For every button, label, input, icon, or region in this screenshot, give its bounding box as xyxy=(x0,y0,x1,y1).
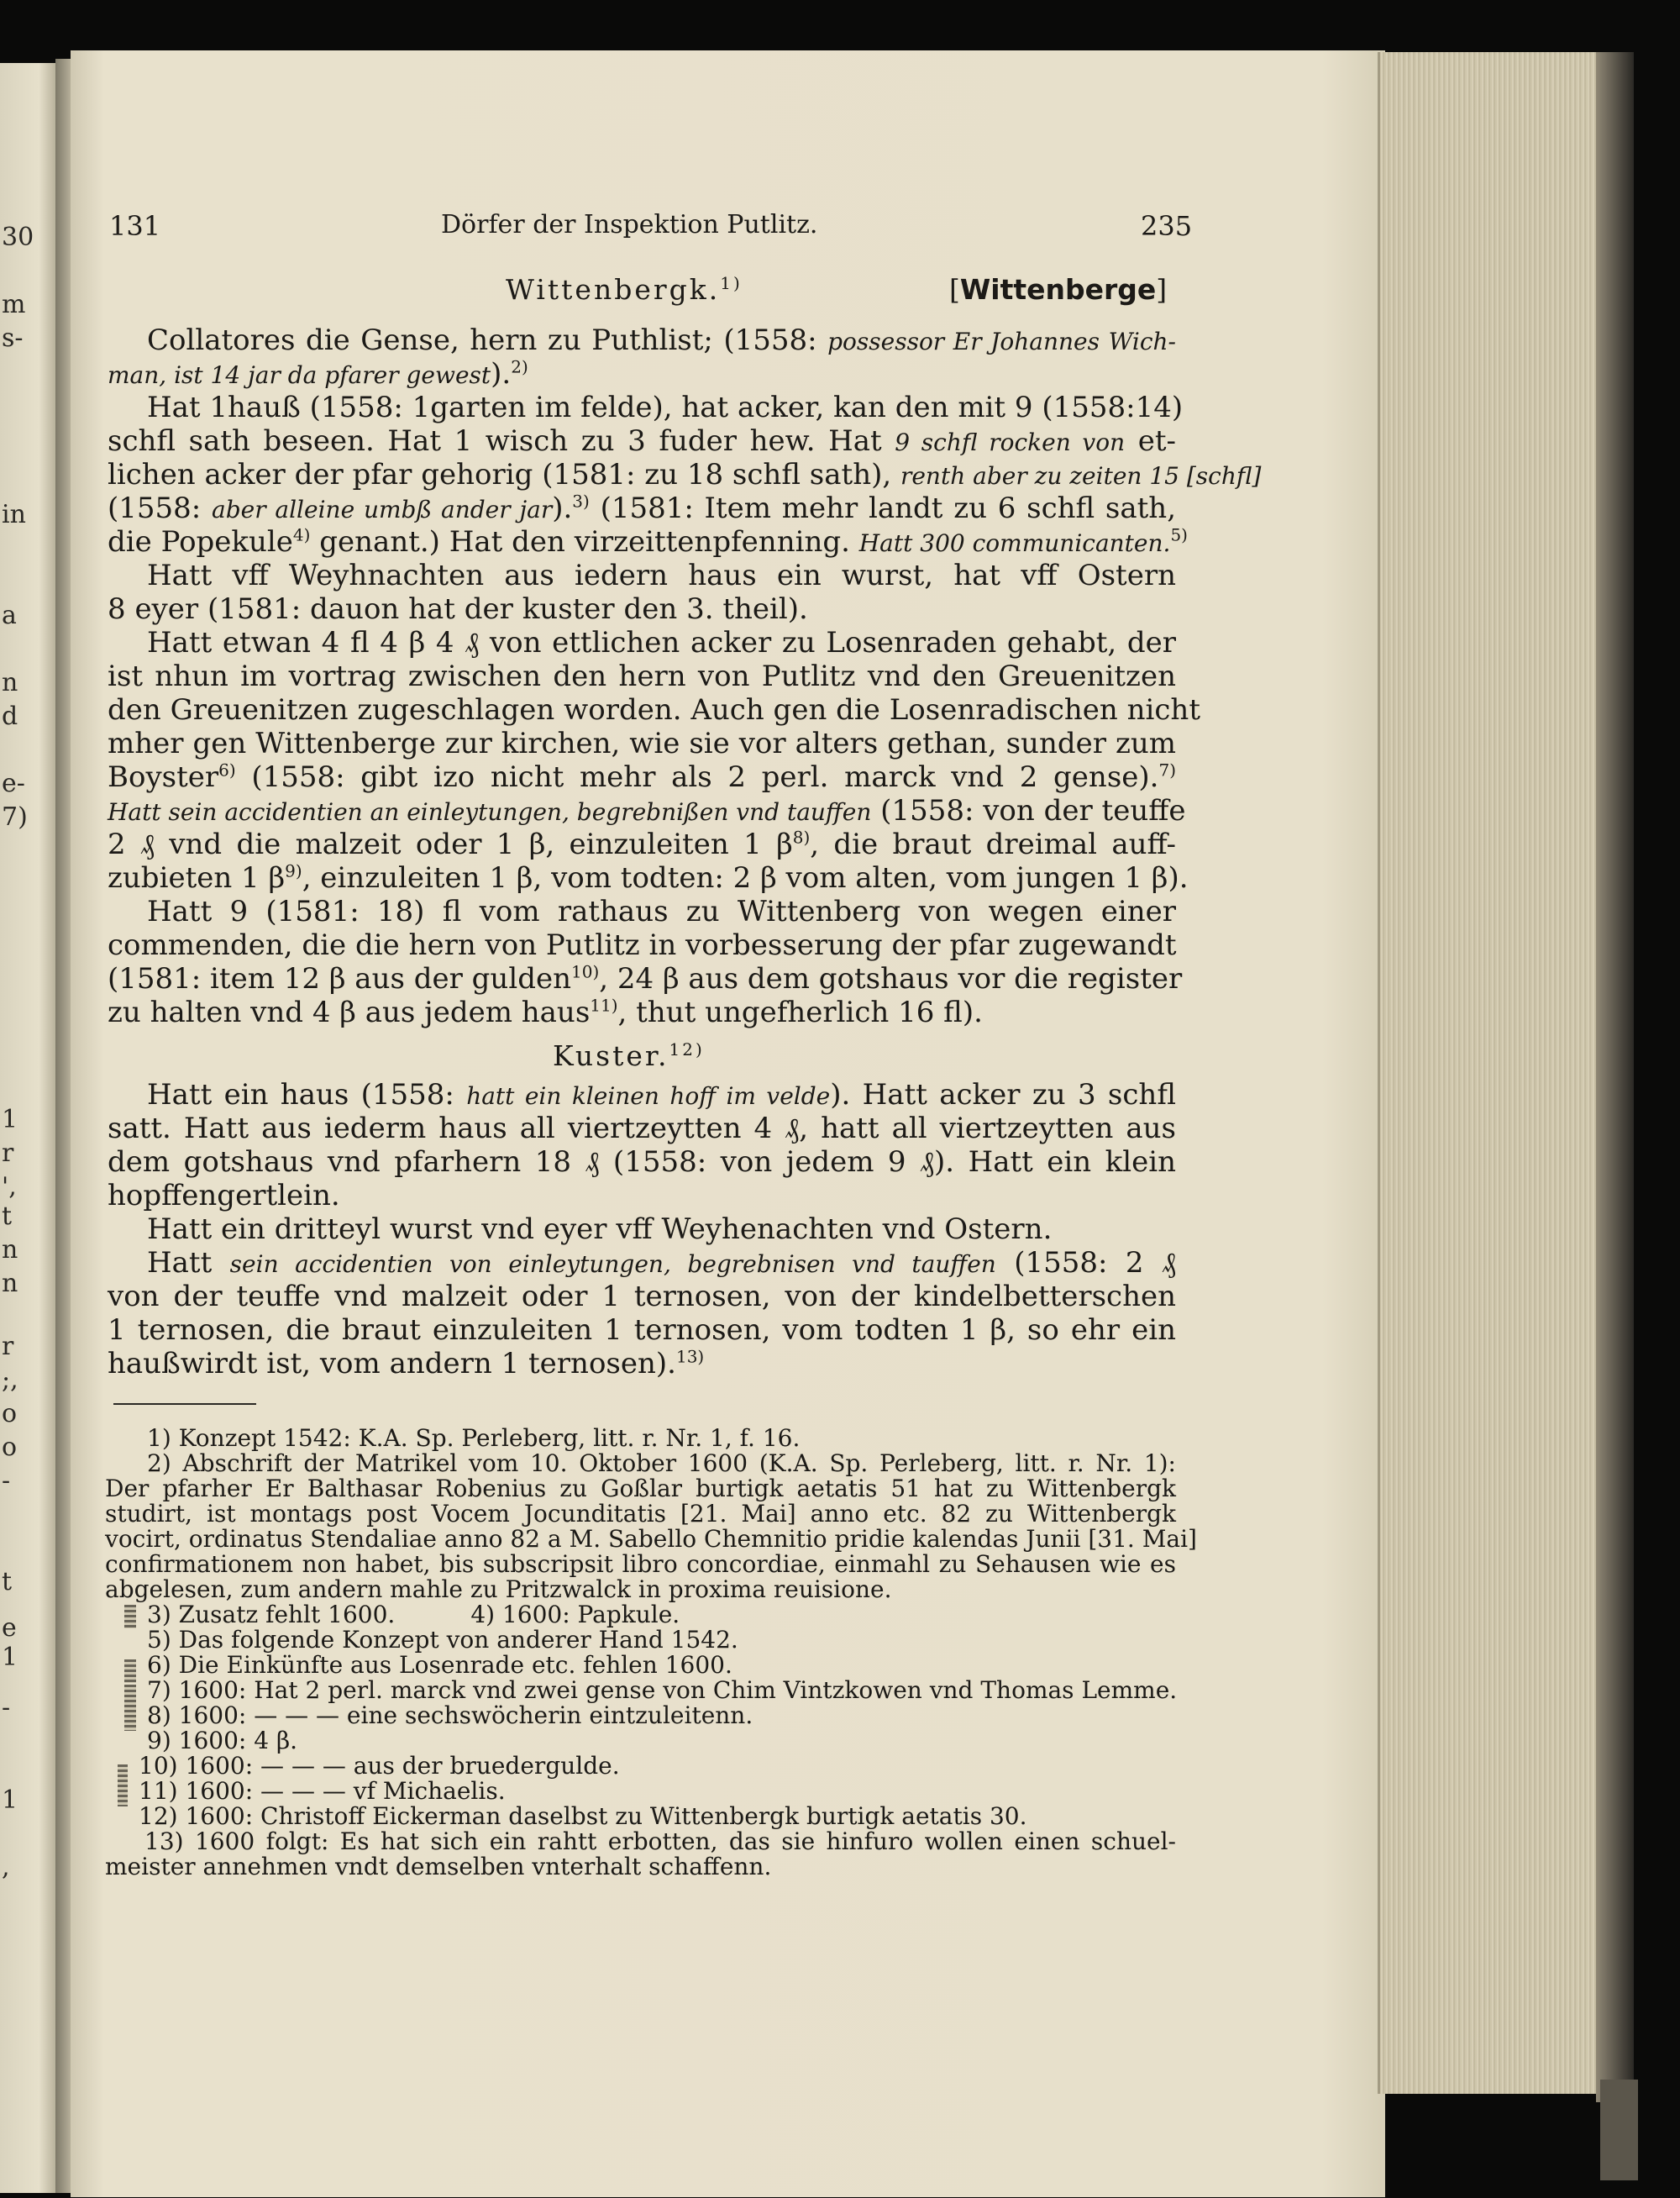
edge-text: - xyxy=(2,1466,11,1496)
edge-text: s- xyxy=(2,323,24,353)
edge-text: 1 xyxy=(2,1643,18,1672)
text-line: Hatt 9 (1581: 18) fl vom rathaus zu Wittenberg von wegen einer xyxy=(147,895,1176,928)
edge-text: in xyxy=(2,500,26,529)
text-line: schfl sath beseen. Hat 1 wisch zu 3 fuder hew. Hat 9 schfl rocken von et- xyxy=(108,424,1176,458)
footnote: 1) Konzept 1542: K.A. Sp. Perleberg, litt. r. Nr. 1, f. 16. xyxy=(147,1424,801,1452)
text-line: 2 ₰ vnd die malzeit oder 1 β, einzuleiten 1 $\beta^{8)}$, die braut dreimal auff- xyxy=(108,827,1176,861)
text-line: zubieten 1 $\beta^{9)}$, einzuleiten 1 β, vom todten: 2 β vom alten, vom jungen 1 β). xyxy=(108,860,1189,895)
footnote-line: meister annehmen vndt demselben vnterhalt schaffenn. xyxy=(105,1853,772,1880)
section-title: Kuster. xyxy=(553,1039,669,1072)
book-cover xyxy=(1600,2080,1638,2180)
edge-text: t xyxy=(2,1567,13,1596)
text-line: (1558: aber alleine umbß ander jar).$^{3)}$ (1581: Item mehr landt zu 6 schfl sath, xyxy=(108,491,1177,525)
margin-smudge xyxy=(118,1764,128,1806)
footnote-rule xyxy=(113,1403,256,1405)
text-line: lichen acker der pfar gehorig (1581: zu 18 schfl sath), renth aber zu zeiten 15 [schfl] xyxy=(108,458,1262,492)
footnote-line: abgelesen, zum andern mahle zu Pritzwalck in proxima reuisione. xyxy=(105,1575,892,1603)
margin-smudge xyxy=(124,1605,136,1628)
text-line: haußwirdt ist, vom andern 1 ternosen).$^{13)}$ xyxy=(108,1346,705,1380)
text-line: hopffengertlein. xyxy=(108,1179,340,1212)
edge-text: e xyxy=(2,1613,17,1643)
text-line: mher gen Wittenberge zur kirchen, wie sie vor alters gethan, sunder zum xyxy=(108,727,1176,760)
page-number: 235 xyxy=(1141,210,1193,242)
footnote: 9) 1600: 4 β. xyxy=(147,1727,298,1754)
section-title: Wittenbergk. xyxy=(506,273,721,306)
edge-text: n xyxy=(2,668,18,697)
text-line: Hatt sein accidentien von einleytungen, begrebnisen vnd tauffen (1558: 2 ₰ xyxy=(147,1246,1176,1280)
footnote: 7) 1600: Hat 2 perl. marck vnd zwei gense von Chim Vintzkowen vnd Thomas Lemme. xyxy=(147,1676,1178,1704)
text-line: man, ist 14 jar da pfarer gewest).$^{2)}$ xyxy=(108,356,528,391)
text-line: commenden, die die hern von Putlitz in vorbesserung der pfar zugewandt xyxy=(108,928,1177,962)
text-line: zu halten vnd 4 β aus jedem haus$^{11)}$, thut ungefherlich 16 fl). xyxy=(108,995,983,1029)
edge-text: ;, xyxy=(2,1365,18,1395)
edge-text: o xyxy=(2,1399,18,1428)
footnote: 2) Abschrift der Matrikel vom 10. Oktober 1600 (K.A. Sp. Perleberg, litt. r. Nr. 1): xyxy=(147,1449,1176,1477)
cover-shadow xyxy=(1596,52,1634,2102)
edge-text: 30 xyxy=(2,223,34,252)
footnote: 5) Das folgende Konzept von anderer Hand 1542. xyxy=(147,1626,738,1654)
footnote: 11) 1600: — — — vf Michaelis. xyxy=(139,1777,506,1805)
edge-text: n xyxy=(2,1269,18,1298)
page-block-edges xyxy=(1378,52,1605,2094)
section-heading xyxy=(553,1039,705,1072)
footnote: 6) Die Einkünfte aus Losenrade etc. fehlen 1600. xyxy=(147,1651,732,1679)
edge-text: r xyxy=(2,1138,14,1168)
text-line: Hatt sein accidentien an einleytungen, begrebnißen vnd tauffen (1558: von der teuffe xyxy=(108,794,1186,828)
margin-smudge xyxy=(124,1685,136,1731)
previous-page-edge xyxy=(0,63,55,2193)
text-line: die Popekule$^{4)}$ genant.) Hat den virzeittenpfenning. Hatt 300 communicanten.$^{5)}$ xyxy=(108,524,1188,559)
edge-text: d xyxy=(2,702,18,731)
footnote: 8) 1600: — — — eine sechswöcherin eintzuleitenn. xyxy=(147,1701,753,1729)
footnote-line: Der pfarher Er Balthasar Robenius zu Goßlar burtigk aetatis 51 hat zu Wittenbergk xyxy=(105,1475,1176,1502)
edge-text: r xyxy=(2,1332,14,1361)
text-line: Hatt ein dritteyl wurst vnd eyer vff Weyhenachten vnd Ostern. xyxy=(147,1212,1053,1246)
modern-name: Wittenberge xyxy=(959,273,1157,306)
text-line: dem gotshaus vnd pfarhern 18 ₰ (1558: von jedem 9 ₰). Hatt ein klein xyxy=(108,1145,1176,1179)
margin-smudge xyxy=(124,1659,136,1683)
text-line: Hatt ein haus (1558: hatt ein kleinen hoff im velde). Hatt acker zu 3 schfl xyxy=(147,1078,1176,1112)
edge-text: , xyxy=(2,1853,10,1882)
footnote: 12) 1600: Christoff Eickerman daselbst zu Wittenbergk burtigk aetatis 30. xyxy=(139,1802,1027,1830)
text-line: Boyster$^{6)}$ (1558: gibt izo nicht mehr als 2 perl. marck vnd 2 gense).$^{7)}$ xyxy=(108,760,1176,794)
text-line: von der teuffe vnd malzeit oder 1 ternosen, von der kindelbetterschen xyxy=(108,1280,1176,1313)
text-line: (1581: item 12 β aus der gulden$^{10)}$, 24 β aus dem gotshaus vor die register xyxy=(108,961,1183,996)
edge-text: ', xyxy=(2,1172,17,1202)
text-line: 8 eyer (1581: dauon hat der kuster den 3. theil). xyxy=(108,592,808,626)
text-line: Collatores die Gense, hern zu Puthlist; (1558: possessor Er Johannes Wich- xyxy=(147,323,1176,357)
modern-place-name: [Wittenberge] xyxy=(949,273,1168,306)
footnote-line: confirmationem non habet, bis subscripsit libro concordiae, einmahl zu Sehausen wie es xyxy=(105,1550,1176,1578)
edge-text: - xyxy=(2,1693,11,1722)
footnote-line: studirt, ist montags post Vocem Jocunditatis [21. Mai] anno etc. 82 zu Wittenbergk xyxy=(105,1500,1176,1528)
edge-text: 7) xyxy=(2,802,28,832)
text-line: den Greuenitzen zugeschlagen worden. Auch gen die Losenradischen nicht xyxy=(108,693,1200,727)
edge-text: t xyxy=(2,1202,13,1231)
edge-text: e- xyxy=(2,769,25,798)
note-ref: 12) xyxy=(669,1039,705,1060)
section-heading xyxy=(506,273,743,306)
book-gutter xyxy=(55,59,72,2193)
footnote-pair: 3) Zusatz fehlt 1600. 4) 1600: Papkule. xyxy=(147,1601,680,1628)
edge-text: 1 xyxy=(2,1105,18,1134)
edge-text: 1 xyxy=(2,1785,18,1815)
running-title: Dörfer der Inspektion Putlitz. xyxy=(441,210,818,239)
footnote-line: vocirt, ordinatus Stendaliae anno 82 a M. Sabello Chemnitio pridie kalendas Junii [31. Mai] xyxy=(105,1525,1197,1553)
note-ref: 1) xyxy=(720,273,743,293)
edge-text: n xyxy=(2,1235,18,1265)
text-line: 1 ternosen, die braut einzuleiten 1 ternosen, vom todten 1 β, so ehr ein xyxy=(108,1313,1176,1347)
text-line: Hat 1hauß (1558: 1garten im felde), hat acker, kan den mit 9 (1558:14) xyxy=(147,391,1184,424)
text-line: ist nhun im vortrag zwischen den hern von Putlitz vnd den Greuenitzen xyxy=(108,660,1176,693)
edge-text: m xyxy=(2,290,26,319)
text-line: satt. Hatt aus iederm haus all viertzeytten 4 ₰, hatt all viertzeytten aus xyxy=(108,1112,1176,1145)
edge-text: a xyxy=(2,601,17,630)
text-line: Hatt vff Weyhnachten aus iedern haus ein wurst, hat vff Ostern xyxy=(147,559,1176,592)
source-page-number: 131 xyxy=(109,210,161,242)
footnote: 10) 1600: — — — aus der bruedergulde. xyxy=(139,1752,620,1780)
edge-text: o xyxy=(2,1433,18,1462)
text-line: Hatt etwan 4 fl 4 β 4 ₰ von ettlichen acker zu Losenraden gehabt, der xyxy=(147,626,1176,660)
footnote: 13) 1600 folgt: Es hat sich ein rahtt erbotten, das sie hinfuro wollen einen schuel- xyxy=(144,1827,1176,1855)
